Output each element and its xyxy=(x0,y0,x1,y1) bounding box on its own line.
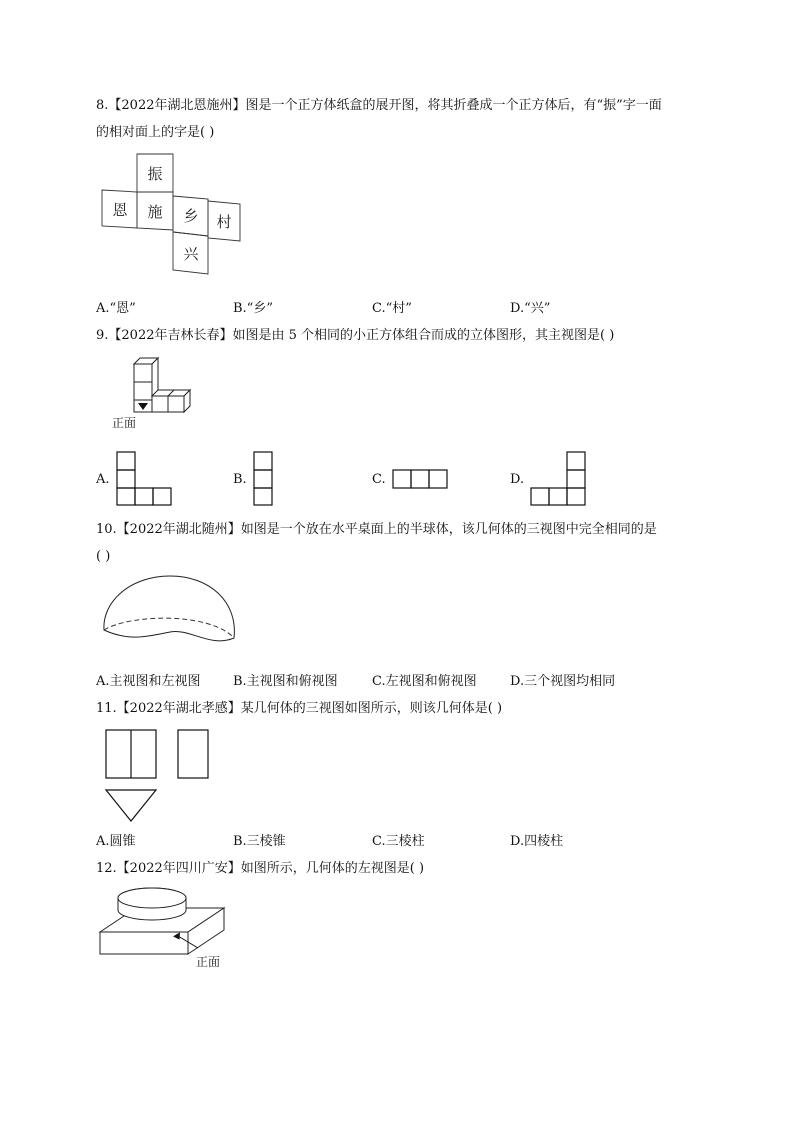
q11-option-d: D.四棱柱 xyxy=(510,834,564,849)
net-char-right1: 乡 xyxy=(183,207,199,225)
q8-option-a: A.“恩” xyxy=(96,301,136,316)
net-char-bottom: 兴 xyxy=(183,245,199,263)
q10-stem-line2: ( ) xyxy=(96,549,111,564)
q10-hemisphere-figure xyxy=(100,572,240,652)
q9-option-b-figure xyxy=(253,450,277,506)
q10-option-c: C.左视图和俯视图 xyxy=(372,674,477,689)
q8-option-d: D.“兴” xyxy=(510,301,551,316)
side-view-rect xyxy=(178,730,208,778)
net-char-left: 恩 xyxy=(112,201,128,219)
q10-option-b: B.主视图和俯视图 xyxy=(233,674,338,689)
q10-stem-line1: 10.【2022年湖北随州】如图是一个放在水平桌面上的半球体，该几何体的三视图中完全相同的是 xyxy=(96,522,657,537)
q11-option-a: A.圆锥 xyxy=(96,834,136,849)
q10-option-a: A.主视图和左视图 xyxy=(96,674,201,689)
q11-option-c: C.三棱柱 xyxy=(372,834,425,849)
q11-option-b: B.三棱锥 xyxy=(233,834,286,849)
q9-front-label: 正面 xyxy=(112,416,137,430)
q9-option-c-letter: C. xyxy=(372,472,386,487)
q9-option-a-figure xyxy=(116,450,176,506)
q9-option-d-figure xyxy=(530,450,590,506)
q9-option-b-letter: B. xyxy=(233,472,247,487)
q12-stem: 12.【2022年四川广安】如图所示，几何体的左视图是( ) xyxy=(96,861,425,876)
q9-option-d-letter: D. xyxy=(510,472,525,487)
q10-option-d: D.三个视图均相同 xyxy=(510,674,616,689)
q11-stem: 11.【2022年湖北孝感】某几何体的三视图如图所示，则该几何体是( ) xyxy=(96,701,503,716)
q9-option-c-figure xyxy=(392,469,452,491)
q8-cube-net-figure xyxy=(100,152,250,282)
q9-cube-stack-figure xyxy=(110,352,210,432)
q8-stem-line1: 8.【2022年湖北恩施州】图是一个正方体纸盒的展开图，将其折叠成一个正方体后，有“振”字一面 xyxy=(96,98,662,113)
net-char-right2: 村 xyxy=(216,213,232,231)
q9-option-a-letter: A. xyxy=(96,472,110,487)
q8-stem-line2: 的相对面上的字是( ) xyxy=(96,125,215,140)
top-view-triangle xyxy=(106,790,156,821)
q8-option-b: B.“乡” xyxy=(233,301,273,316)
q8-option-c: C.“村” xyxy=(372,301,412,316)
q11-three-views-figure xyxy=(104,728,224,824)
q9-stem: 9.【2022年吉林长春】如图是由 5 个相同的小正方体组合而成的立体图形，其主视图是( ) xyxy=(96,328,615,343)
q12-solid-figure xyxy=(98,884,238,974)
q12-front-label: 正面 xyxy=(196,955,221,969)
net-char-top: 振 xyxy=(147,165,163,183)
net-char-center: 施 xyxy=(147,203,163,221)
